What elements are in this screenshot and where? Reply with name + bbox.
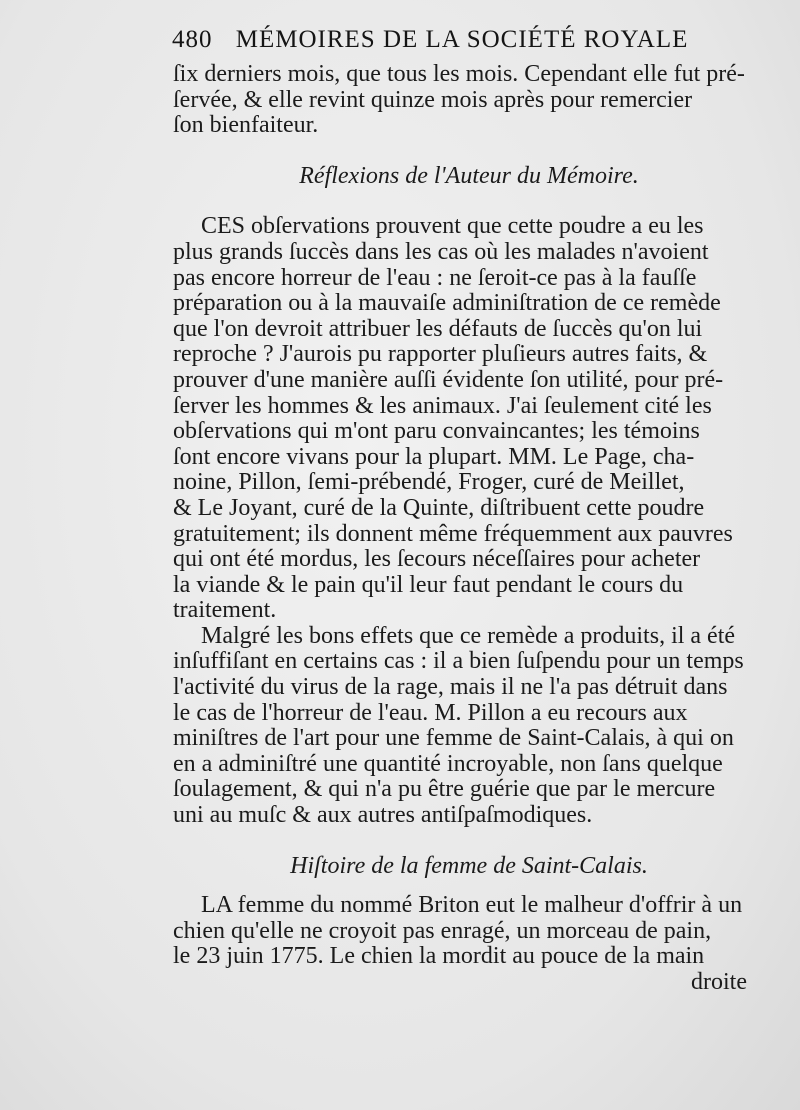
text-line: ſon bienfaiteur. bbox=[173, 112, 319, 139]
text-line: reproche ? J'aurois pu rapporter pluſieurs autres faits, & bbox=[173, 341, 708, 368]
body-text bbox=[173, 62, 765, 996]
text-line: le cas de l'horreur de l'eau. M. Pillon a eu recours aux bbox=[173, 699, 688, 726]
text-line: LA femme du nommé Briton eut le malheur d'offrir à un bbox=[201, 892, 743, 919]
text-line: chien qu'elle ne croyoit pas enragé, un morceau de pain, bbox=[173, 917, 712, 944]
text-line: ſerver les hommes & les animaux. J'ai ſeulement cité les bbox=[173, 392, 712, 419]
text-line: ſix derniers mois, que tous les mois. Cependant elle fut pré- bbox=[173, 61, 745, 87]
text-line: l'activité du virus de la rage, mais il ne l'a pas détruit dans bbox=[173, 674, 728, 701]
text-line: CES obſervations prouvent que cette poudre a eu les bbox=[201, 213, 704, 240]
text-line: en a adminiſtré une quantité incroyable, non ſans quelque bbox=[173, 750, 723, 777]
text-line: que l'on devroit attribuer les défauts de ſuccès qu'on lui bbox=[173, 315, 703, 342]
catchword: droite bbox=[691, 969, 747, 995]
text-line: uni au muſc & aux autres antiſpaſmodiques. bbox=[173, 802, 593, 829]
text-line: obſervations qui m'ont paru convaincantes; les témoins bbox=[173, 418, 700, 445]
running-title: MÉMOIRES DE LA SOCIÉTÉ ROYALE bbox=[235, 26, 689, 53]
text-line: la viande & le pain qu'il leur faut pendant le cours du bbox=[173, 571, 684, 598]
text-line: ſervée, & elle revint quinze mois après pour remercier bbox=[173, 86, 693, 113]
text-line: préparation ou à la mauvaiſe adminiſtration de ce remède bbox=[173, 290, 721, 317]
text-line: prouver d'une manière auſſi évidente ſon utilité, pour pré- bbox=[173, 366, 724, 393]
text-line: Malgré les bons effets que ce remède a produits, il a été bbox=[201, 622, 736, 649]
text-line: noine, Pillon, ſemi-prébendé, Froger, curé de Meillet, bbox=[173, 469, 685, 496]
page-header bbox=[172, 26, 712, 54]
page-number: 480 bbox=[172, 26, 213, 53]
text-line: gratuitement; ils donnent même fréquemment aux pauvres bbox=[173, 520, 733, 547]
text-line: ſoulagement, & qui n'a pu être guérie que par le mercure bbox=[173, 776, 716, 803]
text-line: plus grands ſuccès dans les cas où les malades n'avoient bbox=[173, 238, 709, 265]
text-line: miniſtres de l'art pour une femme de Saint-Calais, à qui on bbox=[173, 725, 734, 752]
text-line: pas encore horreur de l'eau : ne ſeroit-ce pas à la fauſſe bbox=[173, 264, 697, 291]
text-line: qui ont été mordus, les ſecours néceſſaires pour acheter bbox=[173, 546, 701, 573]
section-heading-histoire: Hiſtoire de la femme de Saint-Calais. bbox=[290, 852, 648, 879]
text-line: le 23 juin 1775. Le chien la mordit au pouce de la main bbox=[173, 943, 705, 970]
text-line: inſuffiſant en certains cas : il a bien ſuſpendu pour un temps bbox=[173, 648, 744, 675]
text-line: ſont encore vivans pour la plupart. MM. Le Page, cha- bbox=[173, 443, 695, 470]
section-heading-reflexions: Réflexions de l'Auteur du Mémoire. bbox=[299, 162, 639, 189]
text-line: & Le Joyant, curé de la Quinte, diſtribuent cette poudre bbox=[173, 494, 705, 521]
text-line: traitement. bbox=[173, 597, 277, 624]
